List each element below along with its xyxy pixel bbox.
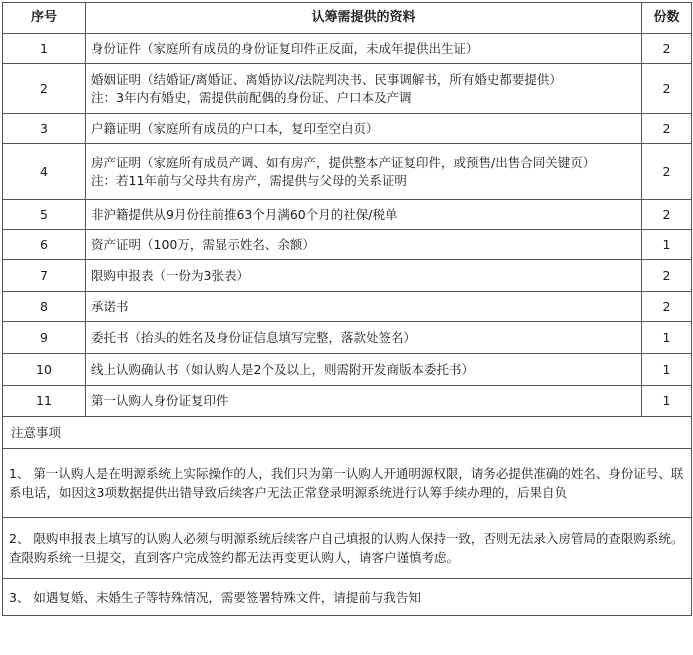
requirements-table	[2, 2, 692, 616]
table-row	[3, 64, 692, 114]
header-item: 认筹需提供的资料	[86, 3, 642, 34]
note-item-1: 1、 第一认购人是在明源系统上实际操作的人，我们只为第一认购人开通明源权限，请务必提供准确的姓名、身份证号、联系电话，如因这3项数据提供出错导致后续客户无法正常登录明源系统进行认筹手续办理的，后果自负	[3, 449, 692, 518]
row-number: 3	[3, 114, 86, 144]
row-item	[86, 386, 642, 417]
table-row	[3, 292, 692, 322]
note-row	[3, 518, 692, 579]
row-item-text: 委托书（抬头的姓名及身份证信息填写完整，落款处签名）	[91, 329, 417, 345]
row-item-text: 房产证明（家庭所有成员产调、如有房产，提供整本产证复印件，或预售/出售合同关键页）	[91, 154, 596, 170]
row-count: 2	[642, 34, 692, 64]
row-item-note: 注：3年内有婚史，需提供前配偶的身份证、户口本及产调	[91, 89, 412, 105]
row-count: 2	[642, 64, 692, 114]
row-item-text: 资产证明（100万，需显示姓名、余额）	[91, 236, 315, 252]
row-item-text: 婚姻证明（结婚证/离婚证、离婚协议/法院判决书、民事调解书，所有婚史都要提供）	[91, 71, 562, 87]
row-number: 7	[3, 260, 86, 292]
row-item	[86, 144, 642, 200]
row-number: 2	[3, 64, 86, 114]
row-item	[86, 34, 642, 64]
table-body	[3, 34, 692, 417]
row-item-text: 第一认购人身份证复印件	[91, 393, 229, 408]
row-number: 8	[3, 292, 86, 322]
table-row	[3, 114, 692, 144]
row-number: 4	[3, 144, 86, 200]
row-number: 6	[3, 230, 86, 260]
row-number: 9	[3, 322, 86, 354]
row-item	[86, 114, 642, 144]
table-row	[3, 144, 692, 200]
table-row	[3, 230, 692, 260]
table-row	[3, 354, 692, 386]
note-item-3: 3、 如遇复婚、未婚生子等特殊情况，需要签署特殊文件，请提前与我告知	[3, 579, 692, 616]
row-item-text: 限购申报表（一份为3张表）	[91, 267, 249, 283]
row-count: 1	[642, 230, 692, 260]
row-item	[86, 200, 642, 230]
row-number: 5	[3, 200, 86, 230]
row-item	[86, 64, 642, 114]
row-item	[86, 292, 642, 322]
table-row	[3, 386, 692, 417]
header-count: 份数	[642, 3, 692, 34]
table-row	[3, 260, 692, 292]
row-item-text: 户籍证明（家庭所有成员的户口本，复印至空白页）	[91, 120, 379, 136]
note-row	[3, 579, 692, 616]
row-item-text: 非沪籍提供从9月份往前推63个月满60个月的社保/税单	[91, 206, 398, 222]
row-item	[86, 230, 642, 260]
row-number: 1	[3, 34, 86, 64]
header-no: 序号	[3, 3, 86, 34]
row-item-text: 承诺书	[91, 298, 129, 314]
row-count: 2	[642, 260, 692, 292]
note-item-2: 2、 限购申报表上填写的认购人必须与明源系统后续客户自己填报的认购人保持一致，否则无法录入房管局的查限购系统。查限购系统一旦提交，直到客户完成签约都无法再变更认购人，请客户谨慎考虑。	[3, 518, 692, 579]
table-row	[3, 34, 692, 64]
row-count: 1	[642, 386, 692, 417]
note-row	[3, 449, 692, 518]
row-count: 2	[642, 144, 692, 200]
row-item	[86, 354, 642, 386]
row-item-text: 线上认购确认书（如认购人是2个及以上，则需附开发商版本委托书）	[91, 361, 474, 377]
row-count: 1	[642, 354, 692, 386]
row-item-text: 身份证件（家庭所有成员的身份证复印件正反面，未成年提供出生证）	[91, 40, 479, 56]
header-row	[3, 3, 692, 34]
row-item	[86, 260, 642, 292]
row-item-note: 注：若11年前与父母共有房产，需提供与父母的关系证明	[91, 172, 407, 188]
notes-section	[3, 417, 692, 616]
notes-title-row	[3, 417, 692, 449]
row-count: 2	[642, 114, 692, 144]
row-item	[86, 322, 642, 354]
row-count: 2	[642, 200, 692, 230]
notes-title: 注意事项	[3, 417, 692, 449]
row-count: 2	[642, 292, 692, 322]
table-row	[3, 322, 692, 354]
table-row	[3, 200, 692, 230]
row-count: 1	[642, 322, 692, 354]
row-number: 11	[3, 386, 86, 417]
row-number: 10	[3, 354, 86, 386]
